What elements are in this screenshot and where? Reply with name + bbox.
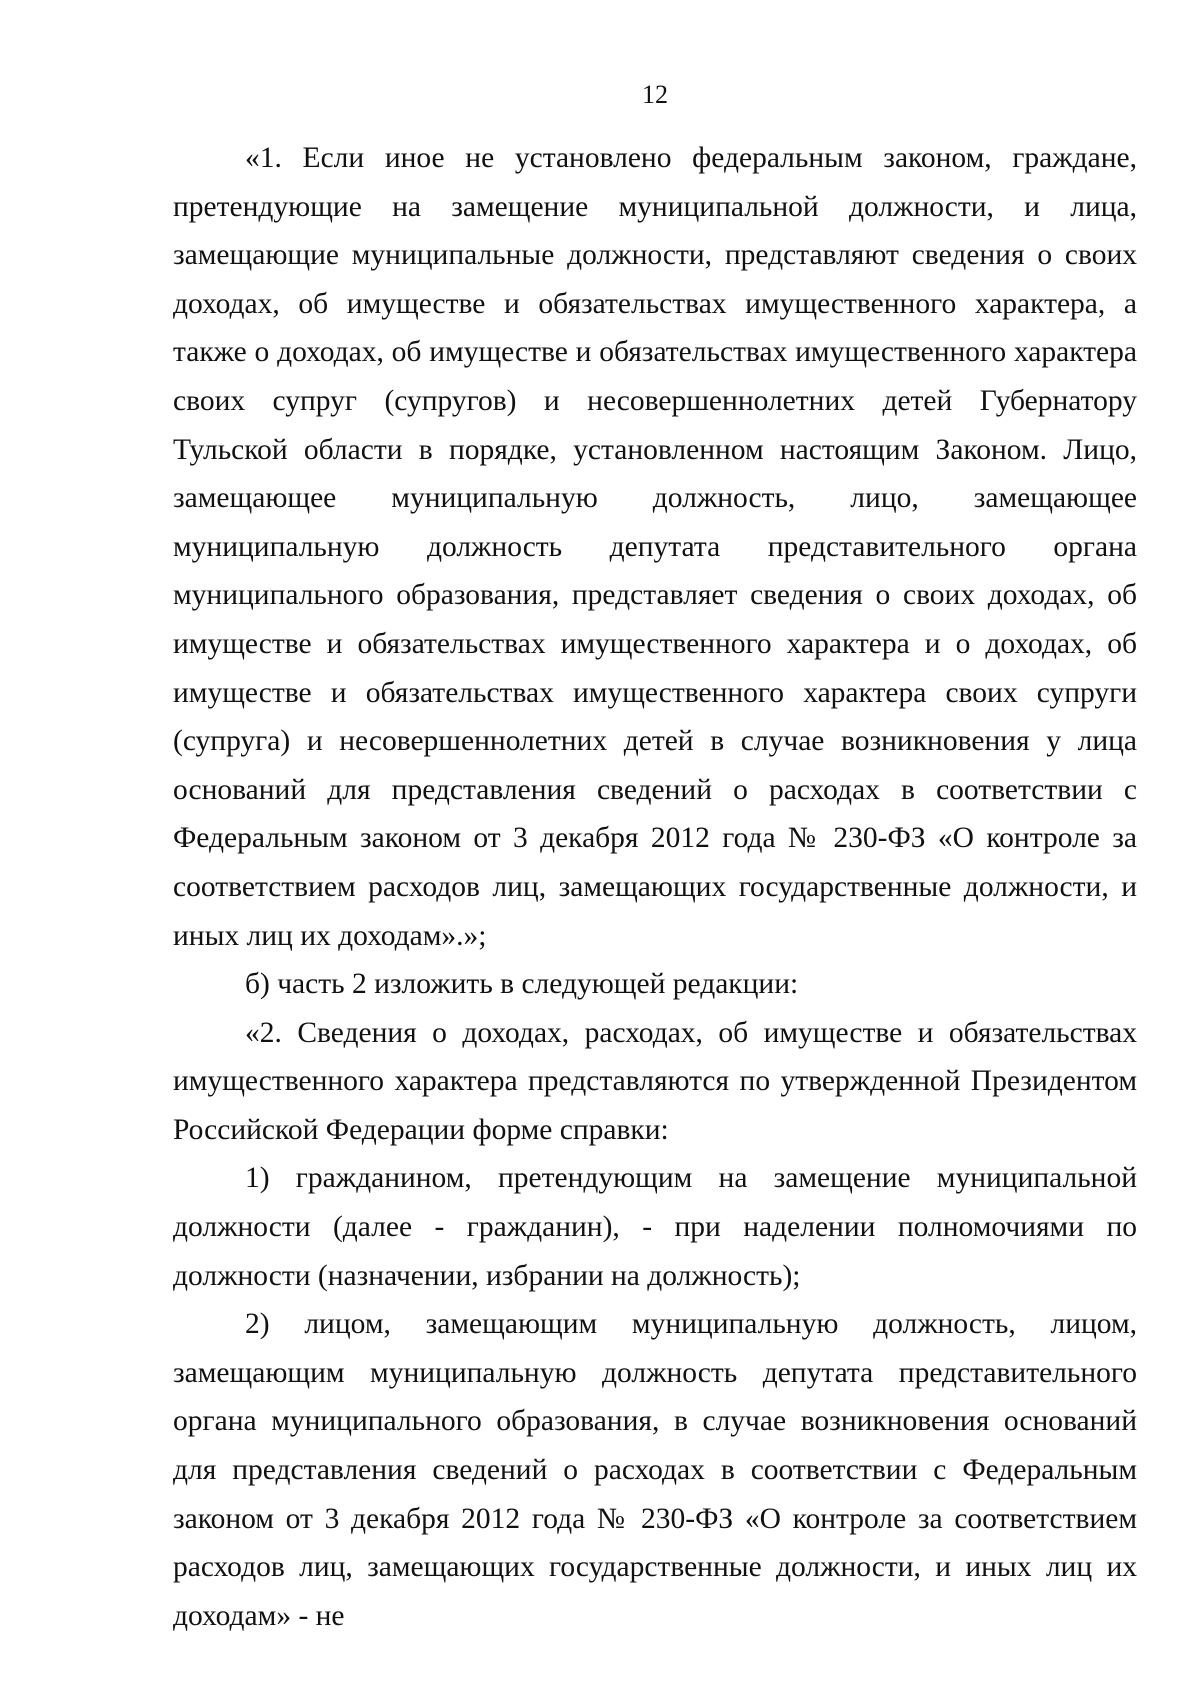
paragraph-amendment-b: б) часть 2 изложить в следующей редакции: bbox=[245, 968, 799, 1001]
paragraph-item-2: «2. Сведения о доходах, расходах, об имуществе и обязательствах имущественного характера представляются по утвержденной Президентом Российской Федерации форме справки: bbox=[173, 1016, 1137, 1146]
paragraph-subitem-1: 1) гражданином, претендующим на замещение муниципальной должности (далее - гражданин), - при наделении полномочиями по должности (назначении, избрании на должность); bbox=[173, 1162, 1137, 1292]
document-body bbox=[173, 134, 1137, 1640]
page-number: 12 bbox=[642, 80, 668, 109]
paragraph-subitem-2: 2) лицом, замещающим муниципальную должность, лицом, замещающим муниципальную должность депутата представительного органа муниципального образования, в случае возникновения оснований для представления сведений о расходах в соответствии с Федеральным законом от 3 декабря 2012 года № 230-ФЗ «О контроле за соответствием расходов лиц, замещающих государственные должности, и иных лиц их доходам» - не bbox=[173, 1308, 1137, 1632]
paragraph-item-1: «1. Если иное не установлено федеральным законом, граждане, претендующие на замещение муниципальной должности, и лица, замещающие муниципальные должности, представляют сведения о своих доходах, об имуществе и обязательствах имущественного характера, а также о доходах, об имуществе и обязательствах имущественного характера своих супруг (супругов) и несовершеннолетних детей Губернатору Тульской области в порядке, установленном настоящим Законом. Лицо, замещающее муниципальную должность, лицо, замещающее муниципальную должность депутата представительного органа муниципального образования, представляет сведения о своих доходах, об имуществе и обязательствах имущественного характера и о доходах, об имуществе и обязательствах имущественного характера своих супруги (супруга) и несовершеннолетних детей в случае возникновения у лица оснований для представления сведений о расходах в соответствии с Федеральным законом от 3 декабря 2012 года № 230-ФЗ «О контроле за соответствием расходов лиц, замещающих государственные должности, и иных лиц их доходам».»; bbox=[173, 142, 1137, 952]
